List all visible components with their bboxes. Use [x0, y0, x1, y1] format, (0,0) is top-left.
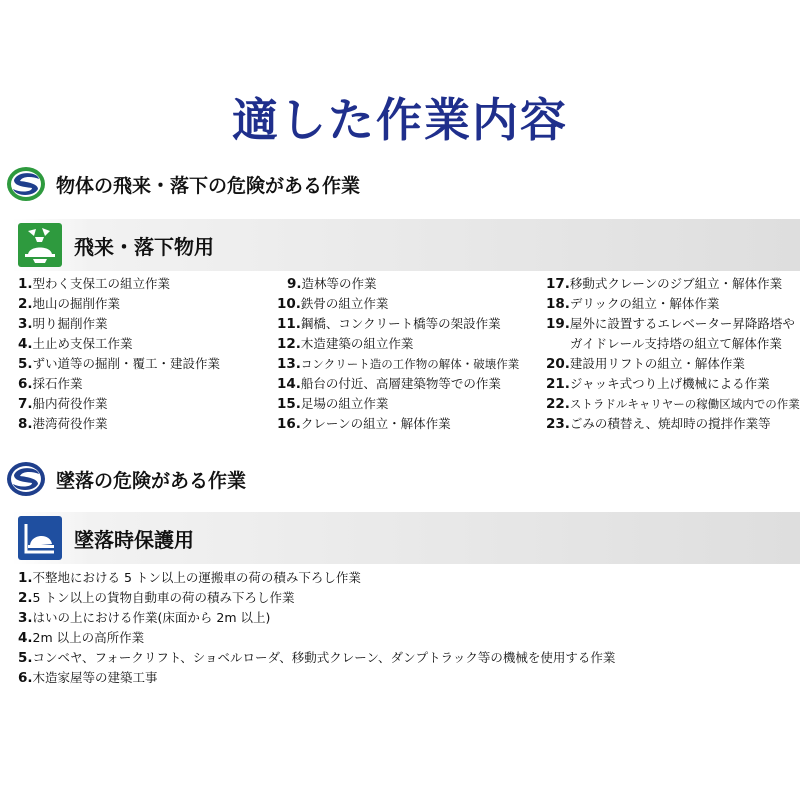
page-title: 適した作業内容: [232, 93, 568, 147]
list-item: 5. コンベヤ、フォークリフト、ショベルローダ、移動式クレーン、ダンプトラック等の機械を使用する作業: [18, 650, 616, 666]
list-item: 23. ごみの積替え、焼却時の撹拌作業等: [546, 416, 771, 432]
falling-object-icon: [18, 223, 62, 267]
work-list-column-1: [18, 274, 220, 434]
list-item: 16. クレーンの組立・解体作業: [277, 416, 451, 432]
fall-protection-icon: [18, 516, 62, 560]
list-item: 17. 移動式クレーンのジブ組立・解体作業: [546, 276, 783, 292]
section-heading-label: 墜落の危険がある作業: [56, 469, 247, 492]
section-heading-label: 物体の飛来・落下の危険がある作業: [56, 174, 361, 197]
list-item: 7. 船内荷役作業: [18, 396, 108, 412]
list-item-continuation: ガイドレール支持塔の組立て解体作業: [570, 336, 782, 351]
list-item: 1. 型わく支保工の組立作業: [18, 276, 171, 292]
category-band-fall-protection: [12, 512, 800, 564]
list-item: 19. 屋外に設置するエレベーター昇降路塔や: [546, 316, 795, 332]
list-item: 6. 採石作業: [18, 376, 83, 392]
list-item: 2. 5 トン以上の貨物自動車の荷の積み下ろし作業: [18, 590, 295, 606]
work-list-fall: [18, 568, 615, 688]
list-item: 4. 土止め支保工作業: [18, 336, 133, 352]
list-item: 20. 建設用リフトの組立・解体作業: [546, 356, 745, 372]
list-item: 18. デリックの組立・解体作業: [546, 296, 720, 312]
list-item: 11. 鋼橋、コンクリート橋等の架設作業: [277, 316, 501, 332]
list-item: 21. ジャッキ式つり上げ機械による作業: [546, 376, 770, 392]
company-logo-icon: [6, 459, 46, 499]
company-logo-icon: [6, 164, 46, 204]
list-item: 14. 船台の付近、高層建築物等での作業: [277, 376, 501, 392]
list-item: 9. 造林等の作業: [287, 276, 377, 292]
list-item: 6. 木造家屋等の建築工事: [18, 670, 158, 686]
list-item: 12. 木造建築の組立作業: [277, 336, 414, 352]
list-item: 1. 不整地における 5 トン以上の運搬車の荷の積み下ろし作業: [18, 570, 361, 586]
list-item: 3. 明り掘削作業: [18, 316, 108, 332]
list-item: 10. 鉄骨の組立作業: [277, 296, 389, 312]
list-item: 5. ずい道等の掘削・覆工・建設作業: [18, 356, 221, 372]
list-item: 13. コンクリート造の工作物の解体・破壊作業: [277, 356, 520, 372]
category-band-flying-falling: [12, 219, 800, 271]
list-item: 8. 港湾荷役作業: [18, 416, 108, 432]
list-item: 15. 足場の組立作業: [277, 396, 389, 412]
category-label: 墜落時保護用: [74, 527, 194, 552]
list-item: 3. はいの上における作業(床面から 2m 以上): [18, 610, 271, 626]
work-list-column-2: [277, 274, 519, 434]
section-heading-falling-objects: [6, 164, 360, 204]
list-item: 4. 2m 以上の高所作業: [18, 630, 145, 646]
list-item: 22. ストラドルキャリヤーの稼働区域内での作業: [546, 396, 800, 412]
work-list-column-3: [546, 274, 800, 434]
section-heading-fall-hazard: [6, 459, 246, 499]
list-item: 2. 地山の掘削作業: [18, 296, 121, 312]
category-label: 飛来・落下物用: [74, 234, 214, 259]
